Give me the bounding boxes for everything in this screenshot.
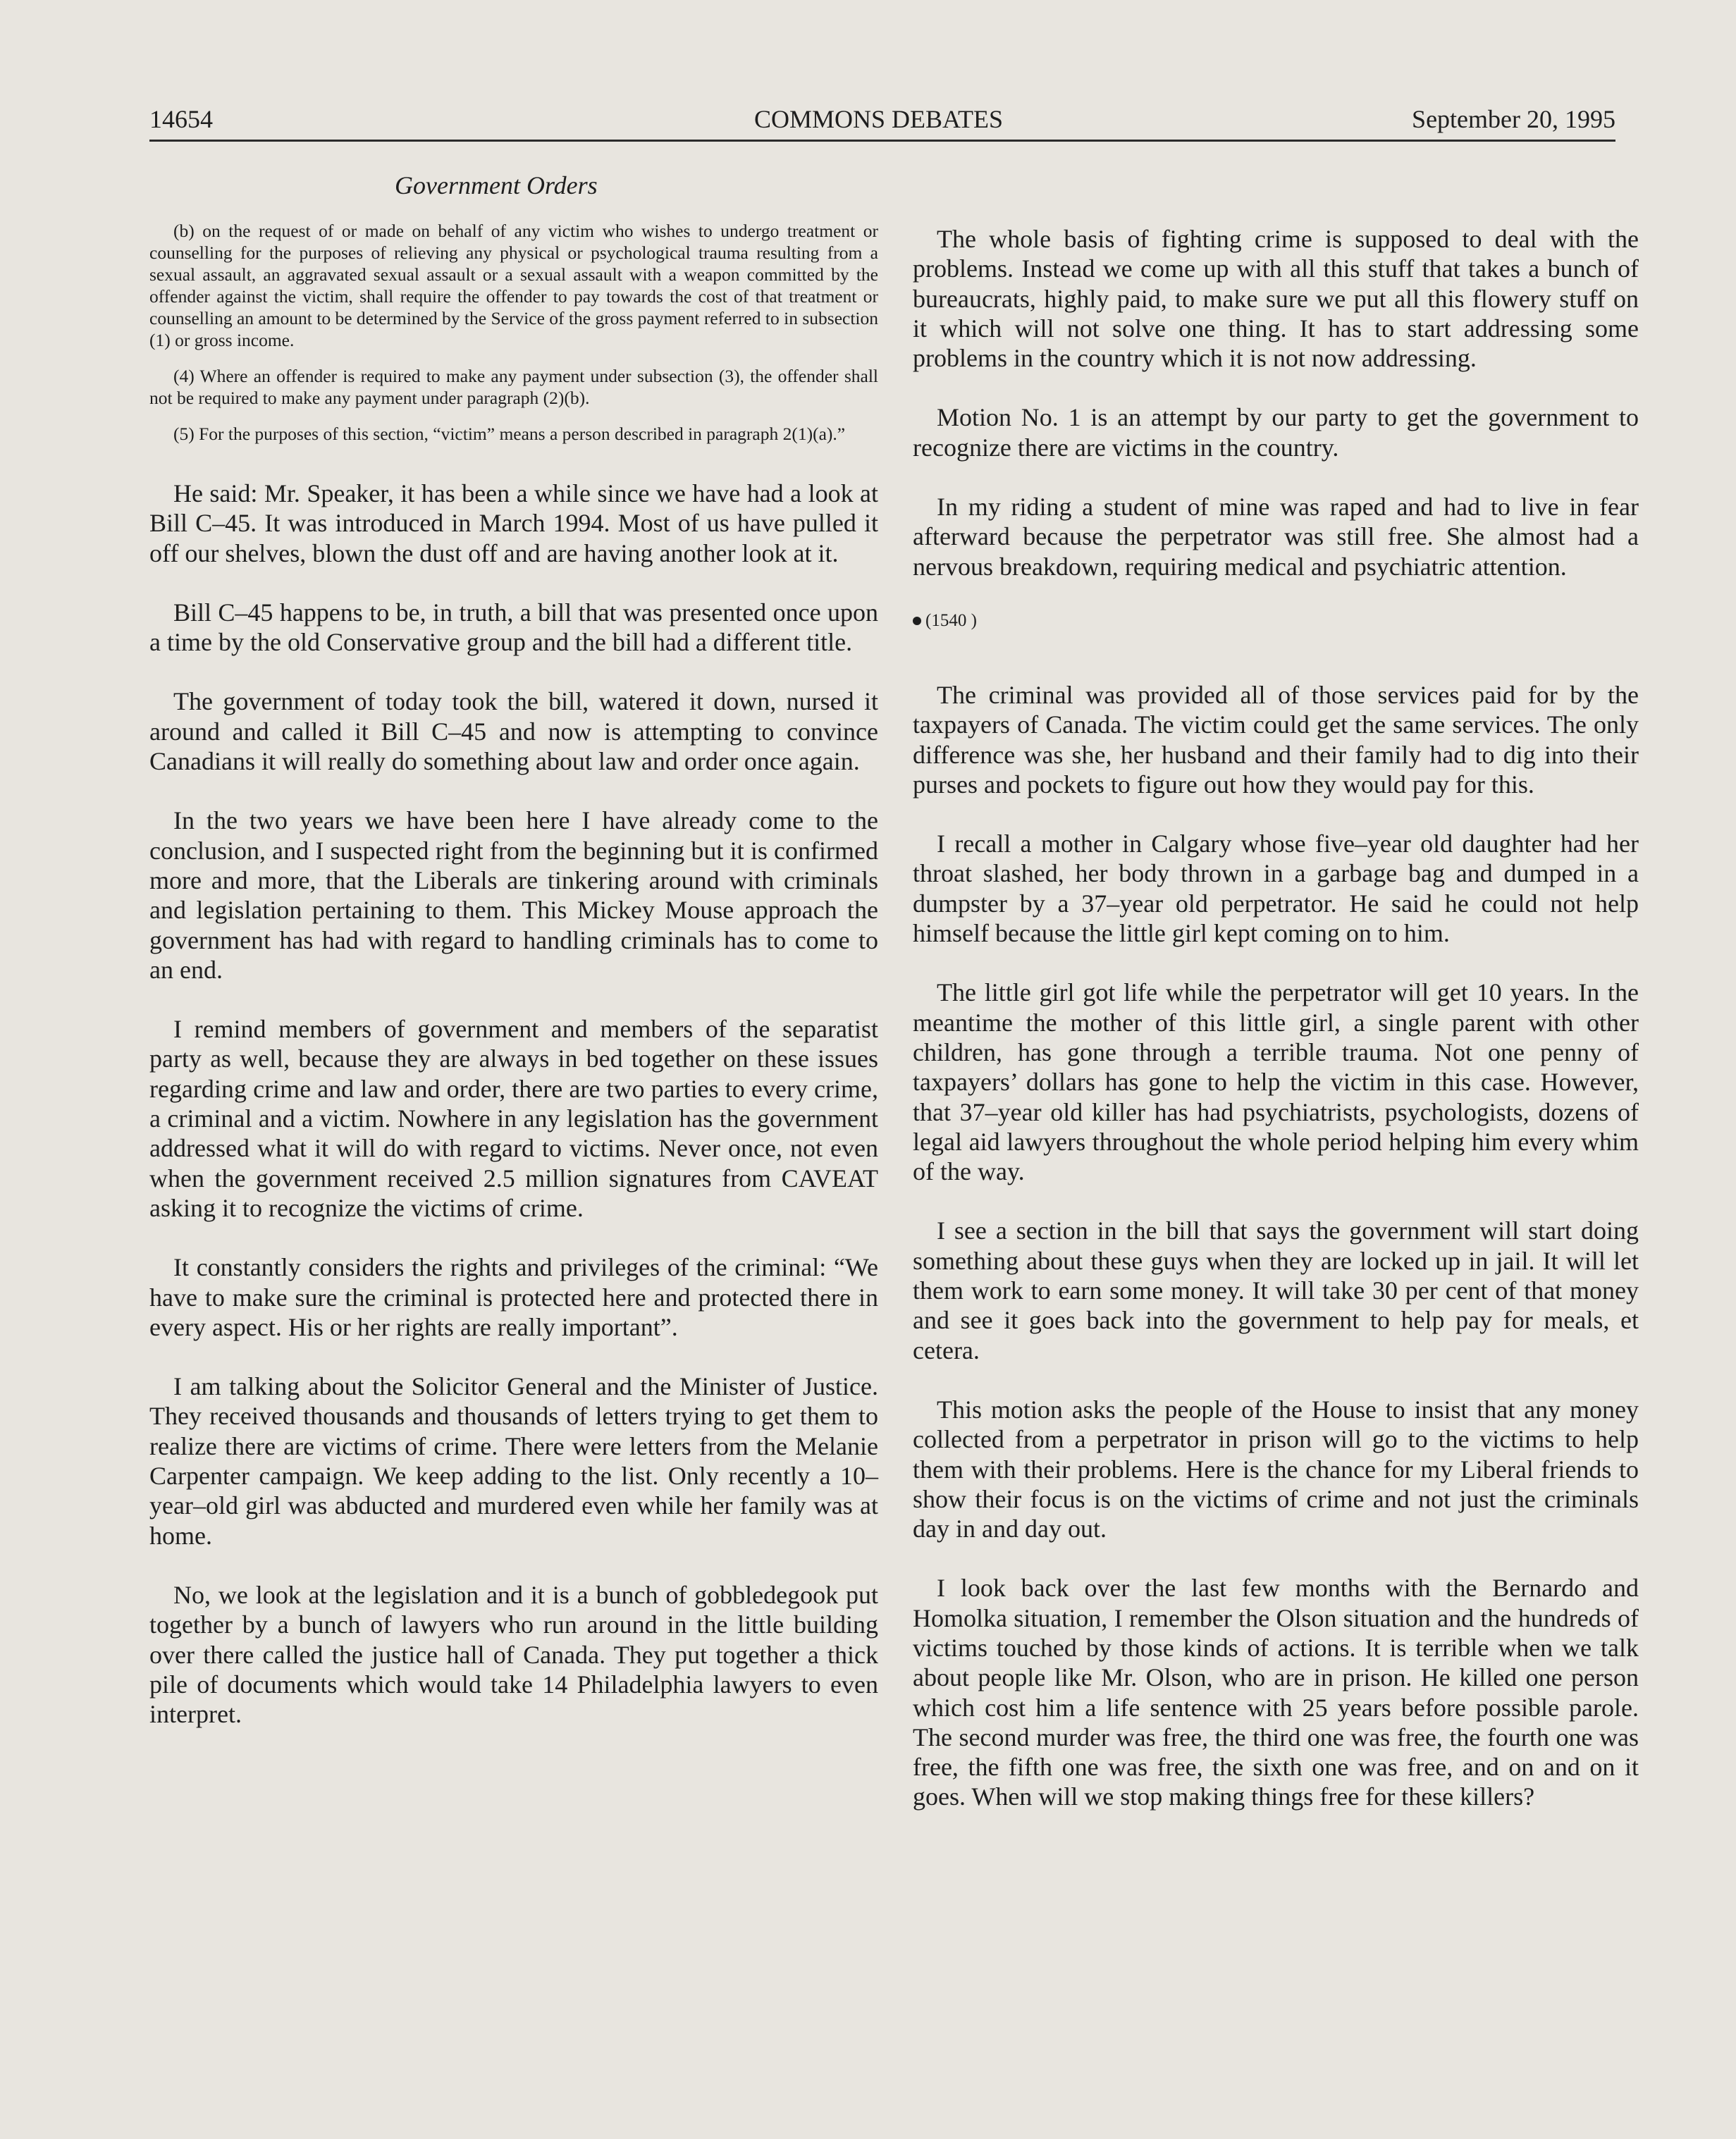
left-column (149, 220, 878, 1758)
section-heading: Government Orders (395, 171, 598, 199)
header-rule (149, 140, 1615, 142)
left-body-text (149, 479, 878, 1729)
paragraph: I remind members of government and members of the separatist party as well, because they are always in bed together on these issues regarding crime and law and order, there are two parties to every crime, a criminal and a victim. Nowhere in any legislation has the government addressed what it will do with regard to victims. Never once, not even when the government received 2.5 million signatures from CAVEAT asking it to recognize the victims of crime. (149, 1015, 878, 1222)
time-marker (913, 611, 1639, 631)
paragraph: It constantly considers the rights and privileges of the criminal: “We have to make sure the criminal is protected here and protected there in every aspect. His or her rights are really important”. (149, 1253, 878, 1341)
paragraph: I am talking about the Solicitor General and the Minister of Justice. They received thousands and thousands of letters trying to get them to realize there are victims of crime. There were letters from the Melanie Carpenter campaign. We keep adding to the list. Only recently a 10–year–old girl was abducted and murdered even while her family was at home. (149, 1372, 878, 1550)
paragraph: I look back over the last few months with the Bernardo and Homolka situation, I remember the Olson situation and the hundreds of victims touched by those kinds of actions. It is terrible when we talk about people like Mr. Olson, who are in prison. He killed one person which cost him a life sentence with 25 years before possible parole. The second murder was free, the third one was free, the fourth one was free, the fifth one was free, the sixth one was free, and on and on it goes. When will we stop making things free for these killers? (913, 1574, 1639, 1811)
quoted-subsection: (b) on the request of or made on behalf of any victim who wishes to undergo treatment or counselling for the purposes of relieving any physical or psychological trauma resulting from a sexual assault, an aggravated sexual assault or a sexual assault with a weapon committed by the offender against the victim, shall require the offender to pay towards the cost of that treatment or counselling an amount to be determined by the Service of the gross payment referred to in subsection (1) or gross income. (149, 221, 878, 350)
paragraph: This motion asks the people of the House to insist that any money collected from a perpetrator in prison will go to the victims to help them with their problems. Here is the chance for my Liberal friends to show their focus is on the victims of crime and not just the criminals day in and day out. (913, 1395, 1639, 1543)
page-header (149, 104, 1615, 135)
publication-title: COMMONS DEBATES (754, 105, 1004, 133)
right-column (913, 224, 1639, 1842)
paragraph: I recall a mother in Calgary whose five–year old daughter had her throat slashed, her body thrown in a garbage bag and dumped in a dumpster by a 37–year old perpetrator. He said he could not help himself because the little girl kept coming on to him. (913, 830, 1639, 948)
bullet-icon (913, 617, 921, 625)
paragraph: The little girl got life while the perpetrator will get 10 years. In the meantime the mother of this little girl, a single parent with other children, has gone through a terrible trauma. Not one penny of taxpayers’ dollars has gone to help the victim in this case. However, that 37–year old killer has had psychiatrists, psychologists, dozens of legal aid lawyers throughout the whole period helping him every whim of the way. (913, 978, 1639, 1186)
paragraph: I see a section in the bill that says the government will start doing something about these guys when they are locked up in jail. It will let them work to earn some money. It will take 30 per cent of that money and see it goes back into the government to help pay for meals, et cetera. (913, 1216, 1639, 1364)
right-body-text (913, 224, 1639, 1812)
paragraph: He said: Mr. Speaker, it has been a while since we have had a look at Bill C–45. It was introduced in March 1994. Most of us have pulled it off our shelves, blown the dust off and are having another look at it. (149, 479, 878, 567)
quoted-subsection: (4) Where an offender is required to make any payment under subsection (3), the offender shall not be required to make any payment under paragraph (2)(b). (149, 366, 878, 408)
publication-date: September 20, 1995 (1412, 105, 1615, 133)
paragraph: In the two years we have been here I have already come to the conclusion, and I suspected right from the beginning but it is confirmed more and more, that the Liberals are tinkering around with criminals and legislation pertaining to them. This Mickey Mouse approach the government has had with regard to handling criminals has to come to an end. (149, 806, 878, 984)
paragraph: Bill C–45 happens to be, in truth, a bill that was presented once upon a time by the old Conservative group and the bill had a different title. (149, 598, 878, 657)
page-number: 14654 (149, 105, 213, 133)
paragraph: Motion No. 1 is an attempt by our party to get the government to recognize there are victims in the country. (913, 403, 1639, 462)
paragraph: In my riding a student of mine was raped and had to live in fear afterward because the perpetrator was still free. She almost had a nervous breakdown, requiring medical and psychiatric attention. (913, 493, 1639, 581)
quoted-motion (149, 220, 878, 445)
paragraph: No, we look at the legislation and it is a bunch of gobbledegook put together by a bunch of lawyers who run around in the little building over there called the justice hall of Canada. They put together a thick pile of documents which would take 14 Philadelphia lawyers to even interpret. (149, 1580, 878, 1729)
time-marker-label: (1540 ) (925, 610, 977, 630)
quoted-subsection: (5) For the purposes of this section, “victim” means a person described in paragraph 2(1)(a).” (173, 424, 846, 444)
paragraph: The criminal was provided all of those services paid for by the taxpayers of Canada. The victim could get the same services. The only difference was she, her husband and their family had to dig into their purses and pockets to figure out how they would pay for this. (913, 680, 1639, 799)
paragraph: The whole basis of fighting crime is supposed to deal with the problems. Instead we come up with all this stuff that takes a bunch of bureaucrats, highly paid, to make sure we put all this flowery stuff on it which will not solve one thing. It has to start addressing some problems in the country which it is not now addressing. (913, 225, 1639, 373)
paragraph: The government of today took the bill, watered it down, nursed it around and called it Bill C–45 and now is attempting to convince Canadians it will really do something about law and order once again. (149, 687, 878, 776)
